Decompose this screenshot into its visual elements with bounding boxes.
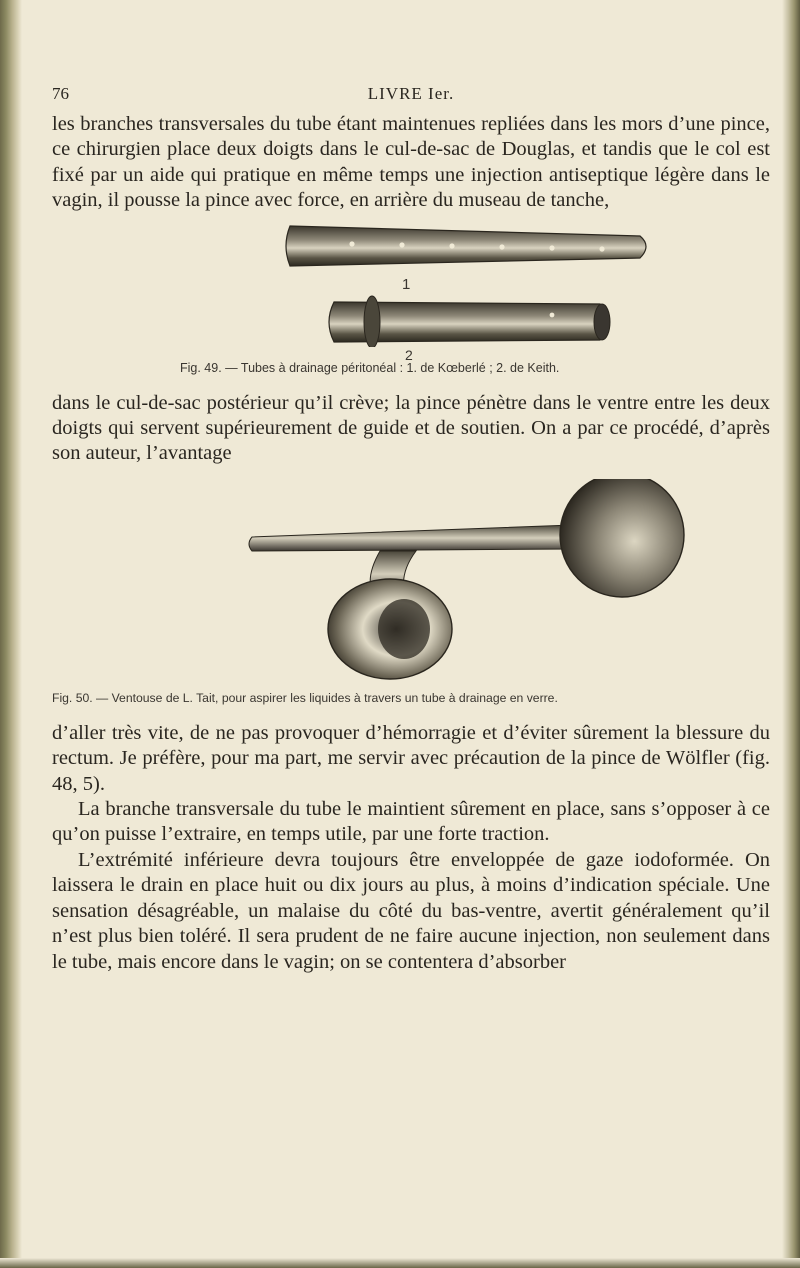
paragraph-2: dans le cul-de-sac postérieur qu’il crève; la pince pénètre dans le ventre entre les deux doigts qui servent supérieurement de guide et de soutien. On a par ce procédé, d’après son auteur, l’avantage (52, 391, 770, 465)
figure-49-label-1: 1 (402, 275, 411, 293)
koeberle-tube (286, 226, 646, 266)
figure-50-caption: Fig. 50. — Ventouse de L. Tait, pour aspirer les liquides à travers un tube à drainage en verre. (52, 690, 558, 705)
figure-50 (52, 479, 770, 689)
drainage-tubes-illustration (52, 222, 770, 347)
paragraph-5: L’extrémité inférieure devra toujours être enveloppée de gaze iodoformée. On laissera le drain en place huit ou dix jours au plus, à moins d’indication spéciale. Une sensation désagréable, un malaise du côté du bas-ventre, avertit généralement qu’il n’est plus bien toléré. Il sera prudent de ne faire aucune injection, non seulement dans le tube, mais encore dans le vagin; on se contentera d’absorber (52, 848, 770, 973)
suction-ball (560, 479, 684, 597)
tait-suction-cup-illustration (52, 479, 770, 689)
book-page (52, 84, 770, 975)
running-head: LIVRE Ier. (367, 84, 455, 103)
page-right-edge (782, 0, 800, 1268)
figure-49 (52, 222, 770, 347)
keith-tube (329, 296, 610, 347)
page-bottom-edge (0, 1258, 800, 1268)
paragraph-3: d’aller très vite, de ne pas provoquer d’hémorragie et d’éviter sûrement la blessure du rectum. Je préfère, pour ma part, me servir avec précaution de la pince de Wölfler (fig. 48, 5). (52, 721, 770, 795)
figure-49-label-2: 2 (405, 346, 413, 363)
page-number: 76 (52, 84, 69, 103)
figure-49-caption-block (52, 347, 770, 387)
page-header (52, 84, 770, 112)
paragraph-1: les branches transversales du tube étant maintenues repliées dans les mors d’une pince, ce chirurgien place deux doigts dans le cul-de-sac de Douglas, et tandis que le col est fixé par un aide qui pratique en même temps une injection antiseptique légère dans le vagin, il pousse la pince avec force, en arrière du museau de tanche, (52, 113, 770, 212)
page-binding-edge (0, 0, 22, 1268)
figure-49-caption: Fig. 49. — Tubes à drainage péritonéal : 1. de Kœberlé ; 2. de Keith. (180, 360, 560, 375)
paragraph-4: La branche transversale du tube le maintient sûrement en place, sans s’opposer à ce qu’on puisse l’extraire, en temps utile, par une forte traction. (52, 798, 770, 846)
